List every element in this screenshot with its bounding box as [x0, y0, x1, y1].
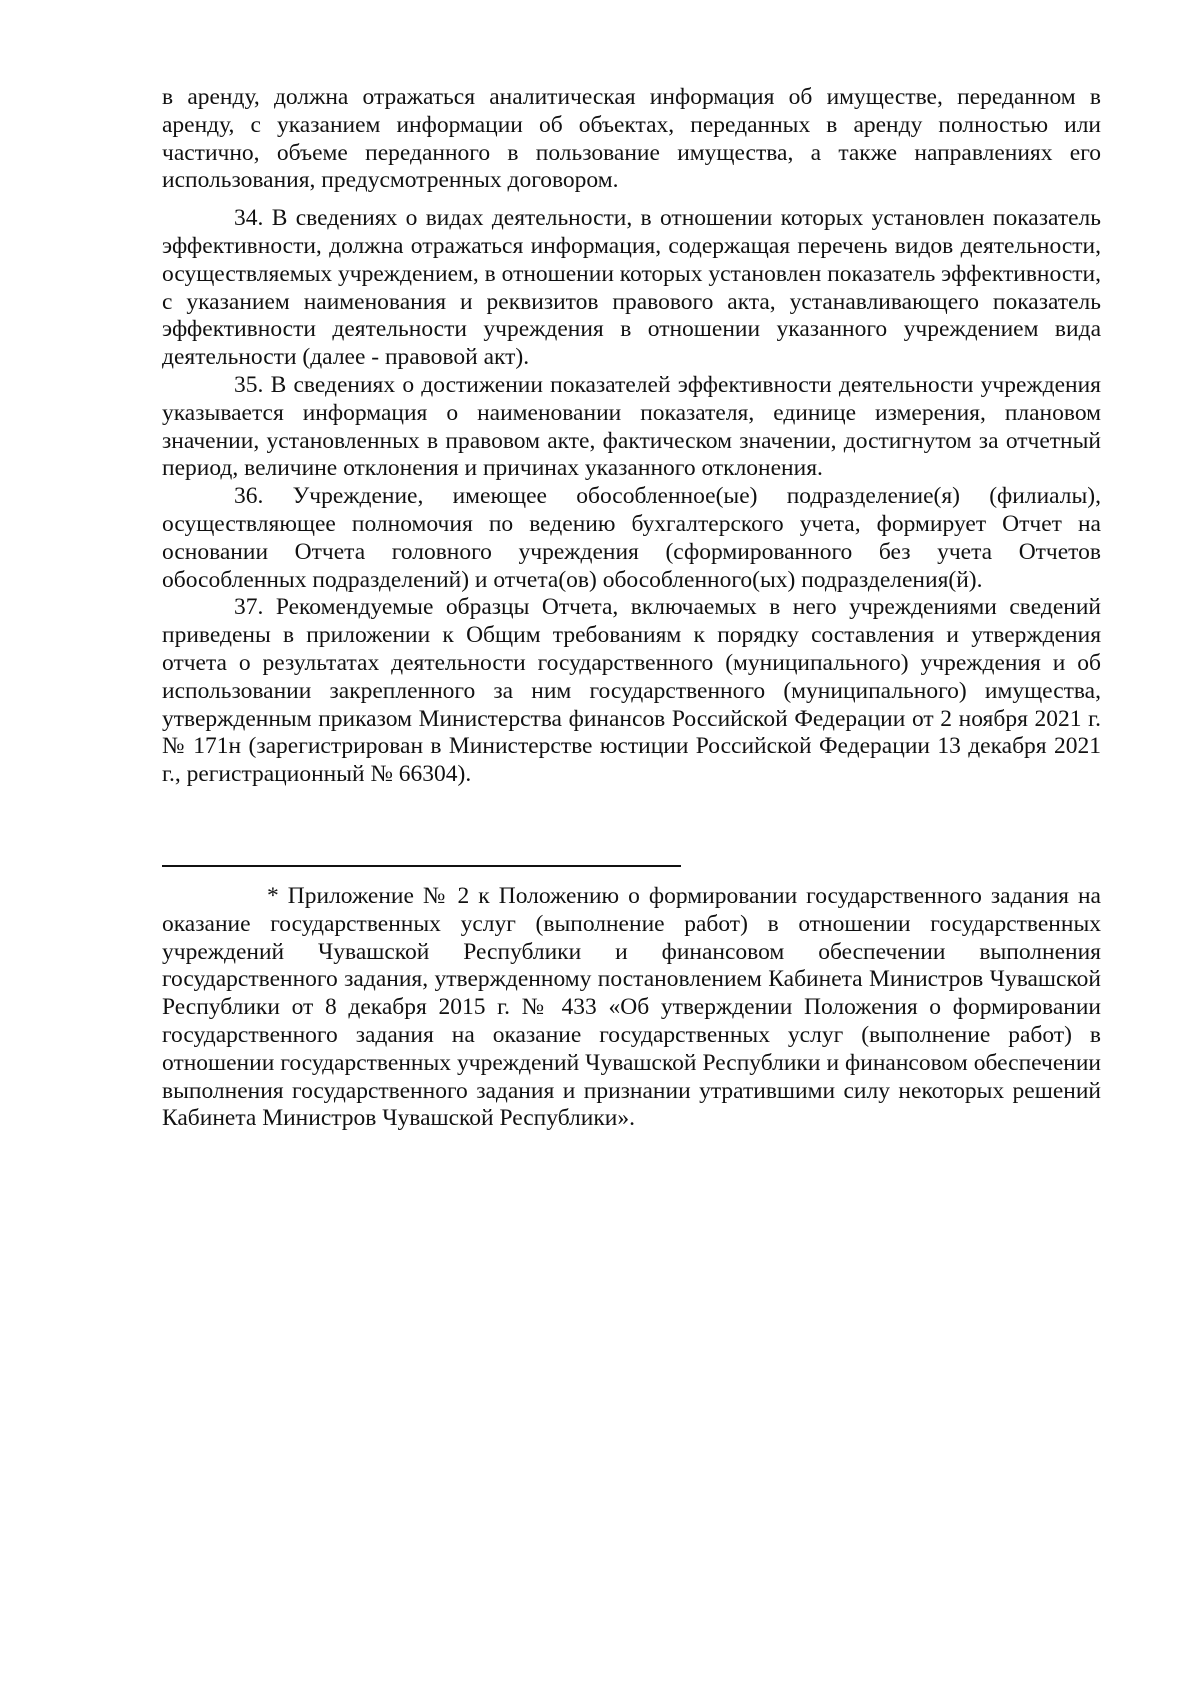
footnote: * Приложение № 2 к Положению о формировании государственного задания на оказание государственных услуг (выполнение работ) в отношении государственных учреждений Чувашской Республики и финансовом обеспечении выполнения государственного задания, утвержденному постановлением Кабинета Министров Чувашской Республики от 8 декабря 2015 г. № 433 «Об утверждении Положения о формировании государственного задания на оказание государственных услуг (выполнение работ) в отношении государственных учреждений Чувашской Республики и финансовом обеспечении выполнения государственного задания и признании утратившими силу некоторых решений Кабинета Министров Чувашской Республики». — [162, 883, 1101, 1132]
paragraph-34: 34. В сведениях о видах деятельности, в отношении которых установлен показатель эффективности, должна отражаться информация, содержащая перечень видов деятельности, осуществляемых учреждением, в отношении которых установлен показатель эффективности, с указанием наименования и реквизитов правового акта, устанавливающего показатель эффективности деятельности учреждения в отношении указанного учреждением вида деятельности (далее - правовой акт). — [162, 205, 1101, 371]
paragraph-37: 37. Рекомендуемые образцы Отчета, включаемых в него учреждениями сведений приведены в приложении к Общим требованиям к порядку составления и утверждения отчета о результатах деятельности государственного (муниципального) учреждения и об использовании закрепленного за ним государственного (муниципального) имущества, утвержденным приказом Министерства финансов Российской Федерации от 2 ноября 2021 г. № 171н (зарегистрирован в Министерстве юстиции Российской Федерации 13 декабря 2021 г., регистрационный № 66304). — [162, 594, 1101, 788]
paragraph-continuation: в аренду, должна отражаться аналитическая информация об имуществе, переданном в аренду, с указанием информации об объектах, переданных в аренду полностью или частично, объеме переданного в пользование имущества, а также направлениях его использования, предусмотренных договором. — [162, 84, 1101, 194]
footnote-divider — [162, 865, 681, 867]
paragraph-36: 36. Учреждение, имеющее обособленное(ые) подразделение(я) (филиалы), осуществляющее полномочия по ведению бухгалтерского учета, формирует Отчет на основании Отчета головного учреждения (сформированного без учета Отчетов обособленных подразделений) и отчета(ов) обособленного(ых) подразделения(й). — [162, 483, 1101, 593]
paragraph-35: 35. В сведениях о достижении показателей эффективности деятельности учреждения указывается информация о наименовании показателя, единице измерения, плановом значении, установленных в правовом акте, фактическом значении, достигнутом за отчетный период, величине отклонения и причинах указанного отклонения. — [162, 371, 1101, 482]
document-body — [162, 84, 1101, 789]
